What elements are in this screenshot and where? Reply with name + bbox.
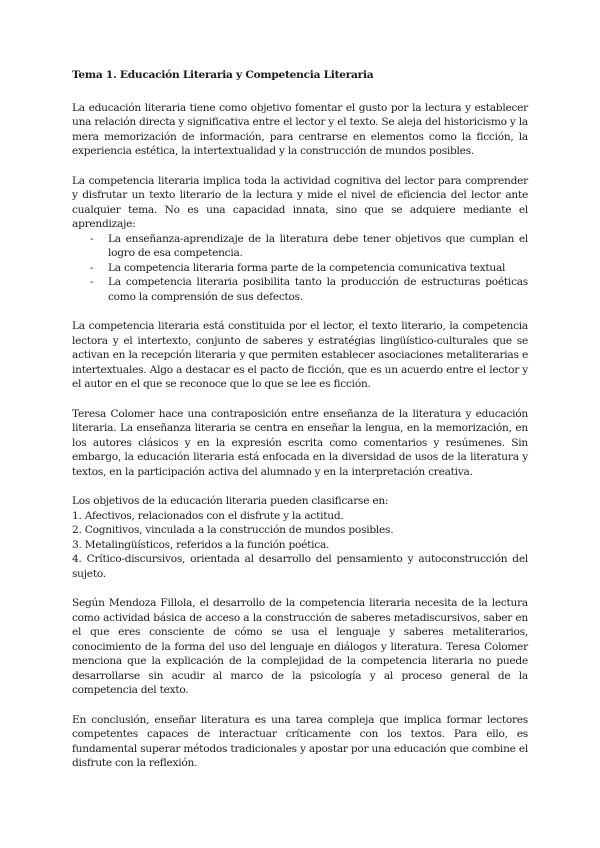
list-item: 3. Metalingüísticos, referidos a la función poética. bbox=[72, 538, 330, 551]
list-item: - La competencia literaria forma parte de la competencia comunicativa textual bbox=[72, 261, 528, 276]
paragraph-2-block bbox=[72, 174, 528, 305]
document-title: Tema 1. Educación Literaria y Competencia Literaria bbox=[72, 69, 374, 81]
paragraph-4: Teresa Colomer hace una contraposición entre enseñanza de la literatura y educación literaria. La enseñanza literaria se centra en enseñar la lengua, en la memorización, en los autores clásicos y en la expresión escrita como comentarios y resúmenes. Sin embargo, la educación literaria está enfocada en la diversidad de usos de la literatura y textos, en la participación activa del alumnado y en la interpretación creativa. bbox=[72, 407, 528, 478]
list-item: - La competencia literaria posibilita tanto la producción de estructuras poéticas como la comprensión de sus defectos. bbox=[72, 275, 528, 304]
document-page bbox=[72, 68, 528, 786]
list-item: 2. Cognitivos, vinculada a la construcción de mundos posibles. bbox=[72, 524, 394, 536]
list-item: 4. Crítico-discursivos, orientada al desarrollo del pensamiento y autoconstrucción del sujeto. bbox=[72, 553, 528, 580]
list-item: - La enseñanza-aprendizaje de la literatura debe tener objetivos que cumplan el logro de esa competencia. bbox=[72, 232, 528, 261]
paragraph-7: En conclusión, enseñar literatura es una tarea compleja que implica formar lectores competentes capaces de interactuar críticamente con los textos. Para ello, es fundamental superar métodos tradicionales y apostar por una educación que combine el disfrute con la reflexión. bbox=[72, 713, 528, 769]
paragraph-6: Según Mendoza Fillola, el desarrollo de la competencia literaria necesita de la lectura como actividad básica de acceso a la construcción de saberes metadiscursivos, saber en el que eres consciente de cómo se usa el lenguaje y saberes metaliterarios, conocimiento de la forma del uso del lenguaje en diálogos y literatura. Teresa Colomer menciona que la explicación de la complejidad de la competencia literaria no puede desarrollarse sin acudir al marco de la psicología y al proceso general de la competencia del texto. bbox=[72, 597, 528, 696]
list-item: 1. Afectivos, relacionados con el disfrute y la actitud. bbox=[72, 509, 344, 522]
paragraph-3: La competencia literaria está constituida por el lector, el texto literario, la competencia lectora y el intertexto, conjunto de saberes y estratégias lingüístico-culturales que se activan en la recepción literaria y que permiten establecer asociaciones metaliterarias e intertextuales. Algo a destacar es el pacto de ficción, que es un acuerdo entre el lector y el autor en el que se reconoce que lo que se lee es ficción. bbox=[72, 320, 528, 390]
bullet-list bbox=[72, 232, 528, 305]
objectives-intro: Los objetivos de la educación literaria pueden clasificarse en: bbox=[72, 495, 389, 507]
objectives-block bbox=[72, 494, 528, 581]
paragraph-1: La educación literaria tiene como objetivo fomentar el gusto por la lectura y establecer una relación directa y significativa entre el lector y el texto. Se aleja del historicismo y la mera memorización de información, para centrarse en elementos como la ficción, la experiencia estética, la intertextualidad y la construcción de mundos posibles. bbox=[72, 101, 528, 157]
paragraph-2: La competencia literaria implica toda la actividad cognitiva del lector para comprender y disfrutar un texto literario de la lectura y mide el nivel de eficiencia del lector ante cualquier tema. No es una capacidad innata, sino que se adquiere mediante el aprendizaje: bbox=[72, 174, 528, 230]
